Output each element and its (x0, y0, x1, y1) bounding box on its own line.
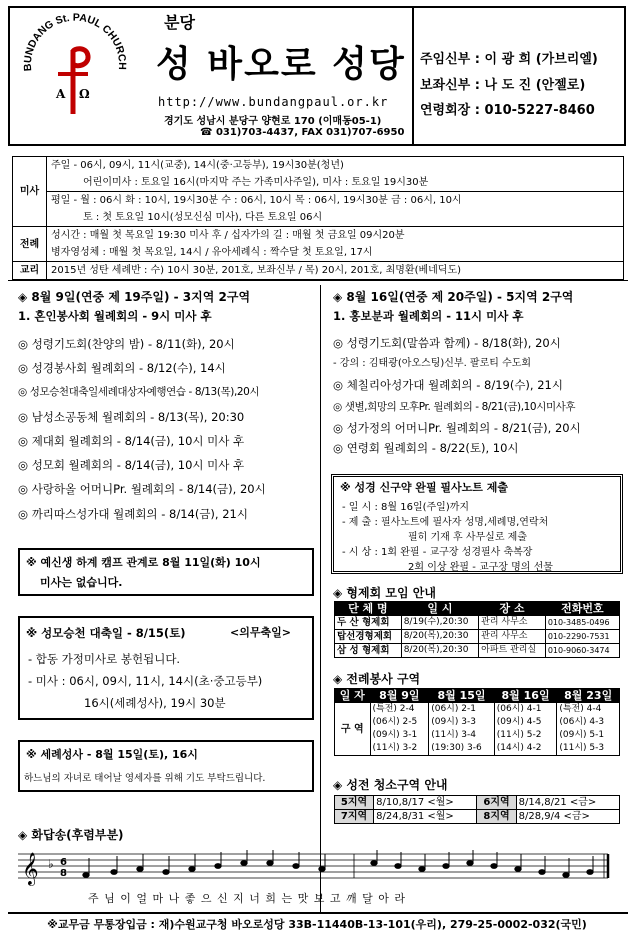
clean-cell: 6지역 (477, 796, 516, 810)
mass-schedule-table (12, 156, 624, 280)
funeral-chairman: 연령회장 : 010-5227-8460 (420, 103, 595, 118)
worship-label: 전례 (13, 227, 47, 262)
right-item: ◎ 샛별,희망의 모후Pr. 월례회의 - 8/21(금),10시미사후 (333, 401, 576, 413)
edu-line: 2015년 성탄 세례반 : 수) 10시 30분, 201호, 보좌신부 / 목) 20시, 201호, 최명환(베네딕도) (47, 262, 624, 280)
camp-notice-box (18, 548, 314, 596)
title-small: 분당 (164, 13, 195, 32)
liturgy-table (334, 688, 620, 756)
liturgy-cell: (09시) 4-5 (494, 716, 557, 729)
brothers-cell: 8/20(목),20:30 (401, 630, 478, 644)
bible-title: ※ 성경 신구약 완필 필사노트 제출 (340, 481, 508, 494)
brothers-cell: 010-9060-3474 (545, 644, 619, 658)
liturgy-cell: (14시) 4-2 (494, 742, 557, 756)
right-item: ◎ 연령회 월례회의 - 8/22(토), 10시 (333, 441, 519, 455)
right-item: ◎ 체칠리아성가대 월례회의 - 8/19(수), 21시 (333, 378, 563, 392)
cleaning-title: ◈ 성전 청소구역 안내 (333, 778, 448, 792)
feast-line-2: - 미사 : 06시, 09시, 11시, 14시(초·중고등부) (28, 674, 263, 688)
liturgy-cell: (11시) 3-4 (429, 729, 495, 742)
right-item: - 강의 : 김태광(아오스팅)신부. 팔로티 수도회 (333, 358, 532, 369)
right-week-title: ◈ 8월 16일(연중 제 20주일) - 5지역 2구역 (333, 290, 574, 304)
church-title: 성 바오로 성당 (156, 44, 406, 85)
section-divider (8, 280, 628, 281)
sunday-schedule: 주일 - 06시, 09시, 11시(교중), 14시(중·고등부), 19시30분(청년) (47, 157, 624, 175)
donation-account: ※교무금 무통장입금 : 재)수원교구청 바오로성당 33B-11440B-13-101(우리), 279-25-0002-032(국민) (47, 918, 587, 931)
hymn-lyrics: 주 님 이 얼 마 나 좋 으 신 지 너 희 는 맛 보 고 깨 달 아 라 (88, 892, 406, 905)
brothers-cell: 010-2290-7531 (545, 630, 619, 644)
brothers-head: 단 체 명 (335, 602, 402, 616)
mass-label: 미사 (13, 157, 47, 227)
liturgy-label: 구 역 (335, 703, 371, 756)
brothers-table (334, 601, 620, 658)
brothers-cell: 8/20(목),20:30 (401, 644, 478, 658)
liturgy-cell: (06시) 2-1 (429, 703, 495, 717)
left-item: ◎ 남성소공동체 월례회의 - 8/13(목), 20:30 (18, 410, 245, 424)
left-item: ◎ 성령기도회(찬양의 밤) - 8/11(화), 20시 (18, 337, 235, 351)
baptism-box (18, 740, 314, 792)
brothers-head: 일 시 (401, 602, 478, 616)
liturgy-cell: (11시) 5-2 (494, 729, 557, 742)
saturday-schedule: 토 : 첫 토요일 10시(성모신심 미사), 다른 토요일 06시 (47, 209, 624, 227)
liturgy-head: 8월 16일 (494, 689, 557, 703)
bible-notebook-box (331, 474, 623, 574)
svg-text:BUNDANG St. PAUL CHURCH: BUNDANG St. PAUL CHURCH (21, 11, 129, 72)
left-item: ◎ 성모승천대축일세례대상자예행연습 - 8/13(목),20시 (18, 386, 260, 398)
svg-text:6: 6 (60, 857, 67, 868)
liturgy-cell: (09시) 5-1 (557, 729, 620, 742)
left-item: ◎ 제대회 월례회의 - 8/14(금), 10시 미사 후 (18, 434, 245, 448)
website-url[interactable]: http://www.bundangpaul.or.kr (158, 95, 389, 109)
svg-text:A: A (56, 87, 66, 101)
liturgy-cell: (11시) 5-3 (557, 742, 620, 756)
left-first-item: 1. 혼인봉사회 월례회의 - 9시 미사 후 (18, 309, 212, 323)
column-divider (320, 285, 321, 913)
weekday-schedule: 평일 - 월 : 06시 화 : 10시, 19시30분 수 : 06시, 10시 목 : 06시, 19시30분 금 : 06시, 10시 (47, 192, 624, 210)
feast-line-3: 16시(세례성사), 19시 30분 (84, 696, 226, 710)
bible-line-3: 필히 기재 후 사무실로 제출 (408, 532, 527, 543)
liturgy-cell: (09시) 3-3 (429, 716, 495, 729)
clean-cell: 7지역 (335, 810, 374, 824)
brothers-head: 전화번호 (545, 602, 619, 616)
left-item: ◎ 까리따스성가대 월례회의 - 8/14(금), 21시 (18, 507, 248, 521)
liturgy-cell: (특전) 2-4 (370, 703, 429, 717)
clean-cell: 5지역 (335, 796, 374, 810)
svg-text:8: 8 (60, 868, 67, 879)
brothers-cell: 관리 사무소 (479, 630, 546, 644)
clean-cell: 8/28,9/4 <금> (516, 810, 619, 824)
camp-notice-line-2: 미사는 없습니다. (40, 576, 123, 589)
phone-fax: ☎ 031)703-4437, FAX 031)707-6950 (200, 127, 405, 138)
brothers-cell: 010-3485-0496 (545, 616, 619, 630)
liturgy-head: 일 자 (335, 689, 371, 703)
liturgy-cell: (특전) 4-4 (557, 703, 620, 717)
liturgy-cell: (19:30) 3-6 (429, 742, 495, 756)
brothers-cell: 아파트 관리실 (479, 644, 546, 658)
feast-line-1: - 합동 가정미사로 봉헌됩니다. (28, 652, 181, 666)
svg-text:Ω: Ω (79, 87, 90, 101)
camp-notice-line-1: ※ 예신생 하계 캠프 관계로 8월 11일(화) 10시 (26, 556, 261, 569)
bible-line-5: 2회 이상 완필 - 교구장 명의 선물 (408, 562, 553, 573)
liturgy-cell: (06시) 4-3 (557, 716, 620, 729)
feast-tag: <의무축일> (230, 626, 291, 639)
clean-cell: 8지역 (477, 810, 516, 824)
brothers-cell: 관리 사무소 (479, 616, 546, 630)
baptism-line: 하느님의 자녀로 태어날 영세자를 위해 기도 부탁드립니다. (24, 773, 266, 784)
left-week-title: ◈ 8월 9일(연중 제 19주일) - 3지역 2구역 (18, 290, 251, 304)
kids-mass: 어린이미사 : 토요일 16시(마지막 주는 가족미사주일), 미사 : 토요일 19시30분 (47, 174, 624, 192)
left-item: ◎ 사랑하올 어머니Pr. 월례회의 - 8/14(금), 20시 (18, 482, 266, 496)
bible-line-2: - 제 출 : 필사노트에 필사자 성명,세례명,연락처 (342, 517, 549, 528)
baptism-title: ※ 세례성사 - 8월 15일(토), 16시 (26, 748, 198, 761)
cleaning-table (334, 795, 620, 824)
hymn-title: ◈ 화답송(후렴부분) (18, 828, 124, 842)
liturgy-title: ◈ 전례봉사 구역 (333, 672, 421, 686)
brothers-cell: 삼 성 형제회 (335, 644, 402, 658)
liturgy-cell: (09시) 3-1 (370, 729, 429, 742)
edu-label: 교리 (13, 262, 47, 280)
worship-line-1: 성시간 : 매월 첫 목요일 19:30 미사 후 / 십자가의 길 : 매월 첫 금요일 09시20분 (47, 227, 624, 245)
brothers-cell: 탑선경형제회 (335, 630, 402, 644)
address: 경기도 성남시 분당구 양현로 170 (이매동05-1) (164, 116, 382, 127)
footer-divider (8, 912, 628, 914)
assistant-pastor: 보좌신부 : 나 도 진 (안젤로) (420, 78, 586, 93)
clean-cell: 8/14,8/21 <금> (516, 796, 619, 810)
church-logo (14, 10, 134, 130)
clean-cell: 8/24,8/31 <월> (374, 810, 477, 824)
brothers-head: 장 소 (479, 602, 546, 616)
right-item: ◎ 성령기도회(말씀과 함께) - 8/18(화), 20시 (333, 336, 561, 350)
left-item: ◎ 성경봉사회 월례회의 - 8/12(수), 14시 (18, 361, 226, 375)
assumption-feast-box (18, 616, 314, 720)
brothers-title: ◈ 형제회 모임 안내 (333, 586, 436, 600)
bible-line-4: - 시 상 : 1회 완필 - 교구장 성경필사 축복장 (342, 547, 533, 558)
brothers-cell: 두 산 형제회 (335, 616, 402, 630)
liturgy-head: 8월 15일 (429, 689, 495, 703)
liturgy-cell: (11시) 3-2 (370, 742, 429, 756)
liturgy-head: 8월 9일 (370, 689, 429, 703)
clean-cell: 8/10,8/17 <월> (374, 796, 477, 810)
brothers-cell: 8/19(수),20:30 (401, 616, 478, 630)
music-staff (18, 848, 614, 888)
left-item: ◎ 성모회 월례회의 - 8/14(금), 10시 미사 후 (18, 458, 245, 472)
pastor: 주임신부 : 이 광 희 (가브리엘) (420, 52, 598, 67)
svg-text:𝄞: 𝄞 (22, 852, 39, 885)
header-divider (412, 6, 414, 146)
liturgy-cell: (06시) 2-5 (370, 716, 429, 729)
right-item: ◎ 성가정의 어머니Pr. 월례회의 - 8/21(금), 20시 (333, 421, 581, 435)
svg-text:♭: ♭ (48, 857, 54, 871)
worship-line-2: 병자영성체 : 매월 첫 목요일, 14시 / 유아세례식 : 짝수달 첫 토요일, 17시 (47, 244, 624, 262)
feast-title: ※ 성모승천 대축일 - 8/15(토) (26, 626, 186, 640)
right-first-item: 1. 홍보분과 월례회의 - 11시 미사 후 (333, 309, 524, 323)
liturgy-cell: (06시) 4-1 (494, 703, 557, 717)
bible-line-1: - 일 시 : 8월 16일(주일)까지 (342, 502, 470, 513)
liturgy-head: 8월 23일 (557, 689, 620, 703)
